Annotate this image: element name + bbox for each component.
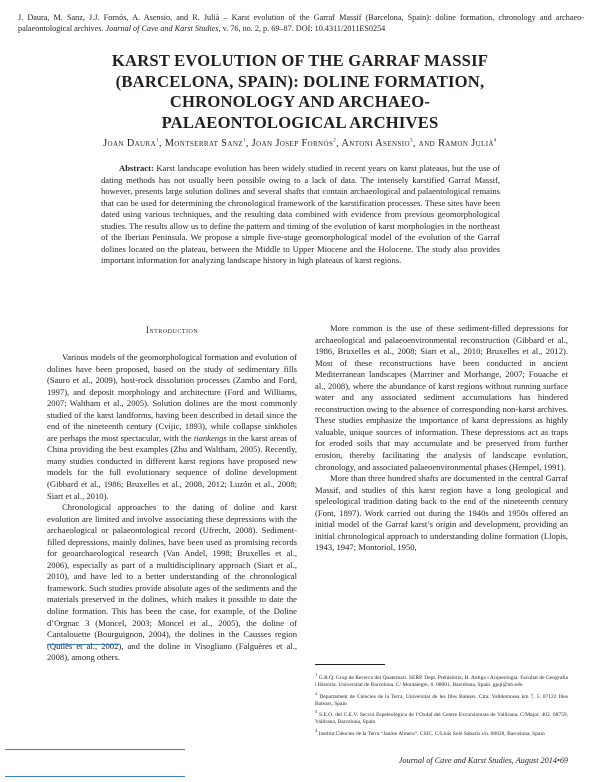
article-title	[30, 51, 570, 133]
title-line-4: PALAEONTOLOGICAL ARCHIVES	[161, 112, 439, 132]
author-affiliation-mark: 1	[242, 138, 246, 144]
paragraph: Chronological approaches to the dating of doline and karst evolution are limited and involve associating these depressions with the archaeological or palaeontological record (Ufrecht, 2008). Sediment-filled depressions, mainly dolines, have been used as promising records for geoarchaeological research (Van Andel, 1998; Bruxelles et al., 2006), especially as part of a multidisciplinary approach (Siart et al., 2010), and have led to a better understanding of the chronological framework. Such studies provide absolute ages of the sediments and the materials preserved in the dolines, which makes it possible to date the doline formation. This has been the case, for example, of the Doline d’Orgnac 3 (Moncel, 2003; Moncel et al., 2005), the doline of Cantalouette (Bourguignon, 2004), the dolines in the Causses region (Quilès et al., 2002), and the doline in Visogliano (Falguères et al., 2008), among others.	[47, 502, 297, 663]
title-line-3: CHRONOLOGY AND ARCHAEO-	[169, 92, 431, 111]
paragraph-text: in the karst areas of China providing the best examples (Zhu and Waltham, 2005). Recently, many studies conducted in different karst regions have proposed new models for the full evolutionary sequence of doline development (Gibbard et al., 1986; Bruxelles et al., 2008, 2012; Luzón et al., 2008; Siart et al., 2010).	[47, 432, 297, 501]
abstract-label: Abstract:	[119, 163, 154, 173]
abstract-text: Karst landscape evolution has been widely studied in recent years on karst plateaus, but the use of dating methods has not usually been possible owing to a lack of data. The intensely karstified Garraf Massif, however, presents large solution dolines and several shafts that contain archaeological and palaentological remains that can be used for determining the chronological framework of the karstification processes. These sites have been dated using various techniques, and the resulting data combined with evidence from previous geomorphological studies. The results allow us to define the pattern and timing of the evolution of karst morphologies in the northeast of the Iberian Peninsula. We propose a simple five-stage geomorphological model of the evolution of the Garraf dolines located on the plateau, between the Middle to Upper Miocene and the Holocene. The study also provides important information for analyzing landscape history in high plateaus of karst regions.	[101, 163, 500, 266]
header-line1: J. Daura, M. Sanz, J.J. Fornós, A. Asensio, and R. Julià – Karst evolution of the Garraf Massif (Barcelona, Spain): doline formation,	[18, 13, 495, 22]
author-separator: ,	[158, 138, 165, 149]
page-footer	[380, 756, 568, 765]
title-line-1: KARST EVOLUTION OF THE GARRAF MASSIF	[111, 51, 489, 70]
author-affiliation-mark: 2	[333, 138, 337, 144]
footnote-divider	[315, 664, 385, 665]
footnotes	[315, 671, 568, 738]
paragraph-text: Various models of the geomorphological formation and evolution of dolines have been proposed, based on the study of sedimentary fills (Sauro et al., 2009), host-rock dissolution processes (Zambo and Ford, 1997), and deposit morphology and architecture (Ford and Williams, 2007; Waltham et al., 2005). Solution dolines are the most commonly studied of the karst landforms, having been described in detail since the end of the nineteenth century (Cvijic, 1893), while collapse sinkholes are perhaps the most spectacular, with the	[47, 352, 297, 443]
author-affiliation-mark: 1	[156, 138, 159, 144]
footnote-text: Institut Ciències de la Terra “Jaume Almera”. CSIC. C/Lluís Solé Sabarís s/n. 08028, Barcelona, Spain	[318, 730, 545, 737]
paragraph	[47, 352, 297, 502]
page-number: 69	[559, 756, 568, 765]
author-separator: ,	[336, 138, 342, 149]
running-header	[18, 12, 584, 34]
right-column	[315, 323, 568, 554]
footnote-mark: 2	[315, 690, 318, 696]
footnote-mark: 4	[315, 727, 318, 733]
footnote-text: G.R.Q. Grup de Recerca del Quaternari. SERP. Dept. Prehistòria, H. Antiga i Arqueologia. Facultat de Geografia i Història. Universitat de Barcelona. C/ Montalegre, 6. 08001, Barcelona, Spain. gpqi@ub.edu	[315, 674, 568, 689]
author-name: Joan Josep Fornós	[251, 138, 334, 149]
footer-journal: Journal of Cave and Karst Studies,	[398, 756, 514, 765]
author-affiliation-mark: 4	[493, 138, 497, 144]
annotation-underline	[47, 637, 119, 645]
author-name: Ramon Julià	[438, 138, 494, 149]
left-column	[47, 352, 297, 664]
author-separator: ,	[245, 138, 252, 149]
header-journal: Journal of Cave and Karst Studies,	[105, 24, 221, 33]
italic-term: tiankengs	[193, 432, 227, 443]
abstract	[101, 163, 500, 267]
author-list	[20, 138, 580, 149]
footnote	[315, 708, 568, 726]
footer-bullet: •	[556, 756, 560, 765]
author-separator: , and	[412, 138, 439, 149]
footnote	[315, 671, 568, 689]
footnote-mark: 1	[315, 672, 318, 677]
annotation-line	[5, 749, 185, 750]
header-line2-pre: chronology and archaeo-palaeontological archives.	[18, 13, 584, 33]
author-name: Antoni Asensio	[341, 138, 410, 149]
annotation-line	[5, 776, 185, 777]
author-name: Montserrat Sanz	[164, 138, 243, 149]
footnote-text: Departament de Ciències de la Terra, Universitat de les Illes Balears. Ctra. Valldemossa km 7, 5. 07122 Illes Balears, Spain	[315, 693, 569, 707]
footnote	[315, 690, 568, 708]
author-affiliation-mark: 3	[409, 138, 413, 144]
footer-issue: August 2014	[515, 756, 557, 765]
footnote-text: S.E.O. del C.E.V. Secció Espeleològica de l’Oxdal del Centre Excursionista de Vallirana. C/Major, 402. 08759, Vallirana, Barcelona, Spain	[315, 711, 568, 726]
header-line2-post: v. 76, no. 2, p. 69–87. DOI: 10.4311/2011ES0254	[222, 24, 386, 33]
footnote-mark: 3	[315, 709, 318, 715]
title-line-2: (BARCELONA, SPAIN): DOLINE FORMATION,	[115, 71, 485, 91]
footnote	[315, 727, 568, 738]
paragraph: More common is the use of these sediment-filled depressions for archaeological and palaeoenvironmental reconstruction (Gibbard et al., 1986, Bruxelles et al., 2008; Siart et al., 2010; Bruxelles et al., 2012). Most of these reconstructions have been conducted in ancient Mediterranean landscapes (Marriner and Morhange, 2007; Fouache et al., 2008), where the abundance of karst regions without running surface water and any associated sediment accumulations has hindered reconstruction owing to the absence of corresponding non-karst archives. These studies emphasize the importance of karst depressions as highly valuable, unique sources of information. These depressions act as traps for eroded soils that may accumulate and be preserved from further erosion, thereby facilitating the analysis of landscape evolution, chronology, and associated palaeoenvironmental phases (Hempel, 1991).	[315, 323, 568, 472]
author-name: Joan Daura	[103, 138, 157, 149]
section-heading: Introduction	[145, 325, 199, 335]
paragraph: More than three hundred shafts are documented in the central Garraf Massif, and studies of this karst region have a long geological and speleological tradition dating back to the end of the nineteenth century (Font, 1897). Work carried out during the 1940s and 1950s offered an initial model of the Garraf karst’s origin and development, providing an initial chronological approach to understanding doline formation (Llopis, 1943, 1947; Montoriol, 1950,	[315, 473, 568, 553]
